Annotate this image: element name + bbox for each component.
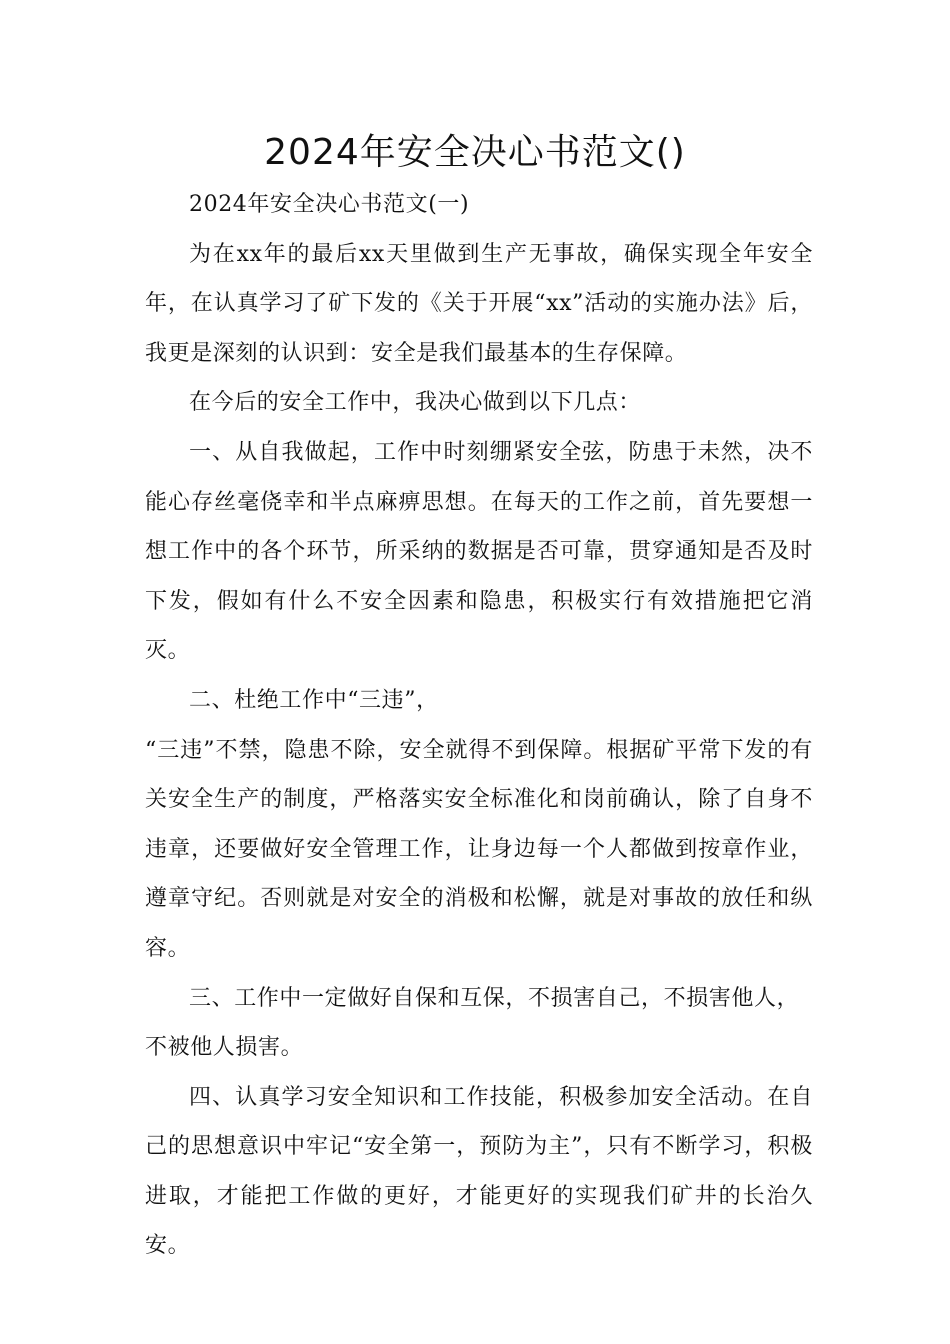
paragraph-resolution-lead: 在今后的安全工作中，我决心做到以下几点： [189,390,642,416]
paragraph-intro: 为在xx年的最后xx天里做到生产无事故，确保实现全年安全年，在认真学习了矿下发的《关于开展“xx”活动的实施办法》后，我更是深刻的认识到：安全是我们最基本的生存保障。 [145,241,813,366]
document-body [145,180,813,1271]
paragraph-point-three-continued: 不被他人损害。 [145,1035,304,1061]
document-subtitle: 2024年安全决心书范文(一) [189,192,470,217]
paragraph-point-two-body: “三违”不禁，隐患不除，安全就得不到保障。根据矿平常下发的有关安全生产的制度，严格落实安全标准化和岗前确认，除了自身不违章，还要做好安全管理工作，让身边每一个人都做到按章作业，遵章守纪。否则就是对安全的消极和松懈，就是对事故的放任和纵容。 [145,737,813,961]
paragraph-point-one: 一、从自我做起，工作中时刻绷紧安全弦，防患于未然，决不能心存丝毫侥幸和半点麻痹思想。在每天的工作之前，首先要想一想工作中的各个环节，所采纳的数据是否可靠，贯穿通知是否及时下发，假如有什么不安全因素和隐患，积极实行有效措施把它消灭。 [145,439,813,664]
paragraph-point-four: 四、认真学习安全知识和工作技能，积极参加安全活动。在自己的思想意识中牢记“安全第一，预防为主”，只有不断学习，积极进取，才能把工作做的更好，才能更好的实现我们矿井的长治久安。 [145,1084,813,1259]
paragraph-point-three: 三、工作中一定做好自保和互保，不损害自己，不损害他人， [189,985,800,1011]
document-title: 2024年安全决心书范文() [264,132,686,173]
paragraph-point-two-heading: 二、杜绝工作中“三违”， [189,687,439,713]
